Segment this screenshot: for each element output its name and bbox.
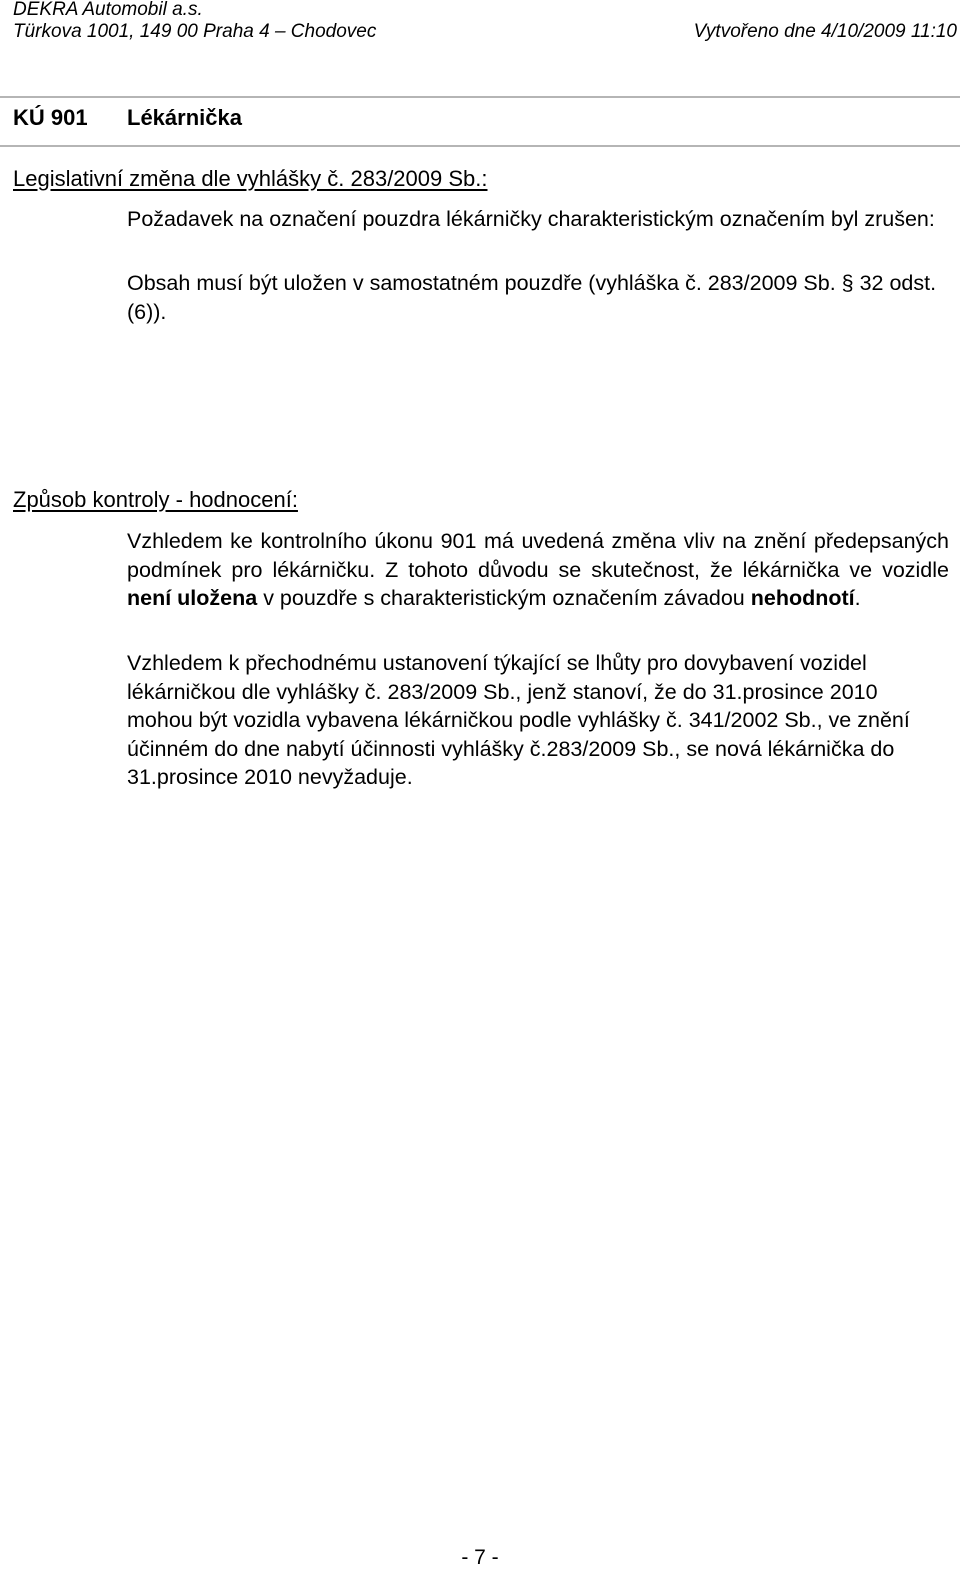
inspection-text-2: v pouzdře s charakteristickým označením závadou [257, 586, 751, 610]
company-address: Türkova 1001, 149 00 Praha 4 – Chodovec [13, 21, 377, 42]
legislation-paragraph-2: Obsah musí být uložen v samostatném pouzdře (vyhláška č. 283/2009 Sb. § 32 odst. (6)). [127, 271, 937, 324]
section-legislation-heading: Legislativní změna dle vyhlášky č. 283/2009 Sb.: [13, 166, 488, 191]
page-number: - 7 - [461, 1546, 499, 1569]
header-divider [0, 96, 960, 98]
company-name: DEKRA Automobil a.s. [13, 0, 203, 20]
title-name: Lékárnička [127, 105, 242, 130]
inspection-text-3: . [854, 586, 861, 610]
inspection-text-1: Vzhledem ke kontrolního úkonu 901 má uvedená změna vliv na znění předepsaných podmínek pro lékárničku. Z tohoto důvodu se skutečnost, že lékárnička ve vozidle [127, 529, 949, 582]
section-inspection-heading: Způsob kontroly - hodnocení: [13, 487, 298, 512]
inspection-paragraph-1 [127, 527, 949, 613]
inspection-bold-1: není uložena [127, 586, 258, 610]
created-date: Vytvořeno dne 4/10/2009 11:10 [693, 21, 957, 42]
inspection-bold-2: nehodnotí [750, 586, 855, 610]
title-divider [0, 145, 960, 147]
legislation-paragraph-1: Požadavek na označení pouzdra lékárničky charakteristickým označením byl zrušen: [127, 207, 935, 231]
title-code: KÚ 901 [13, 105, 88, 130]
inspection-paragraph-2: Vzhledem k přechodnému ustanovení týkající se lhůty pro dovybavení vozidel lékárničkou dle vyhlášky č. 283/2009 Sb., jenž stanoví, že do 31.prosince 2010 mohou být vozidla vybavena lékárničkou podle vyhlášky č. 341/2002 Sb., ve znění účinném do dne nabytí účinnosti vyhlášky č.283/2009 Sb., se nová lékárnička do 31.prosince 2010 nevyžaduje. [127, 651, 910, 789]
